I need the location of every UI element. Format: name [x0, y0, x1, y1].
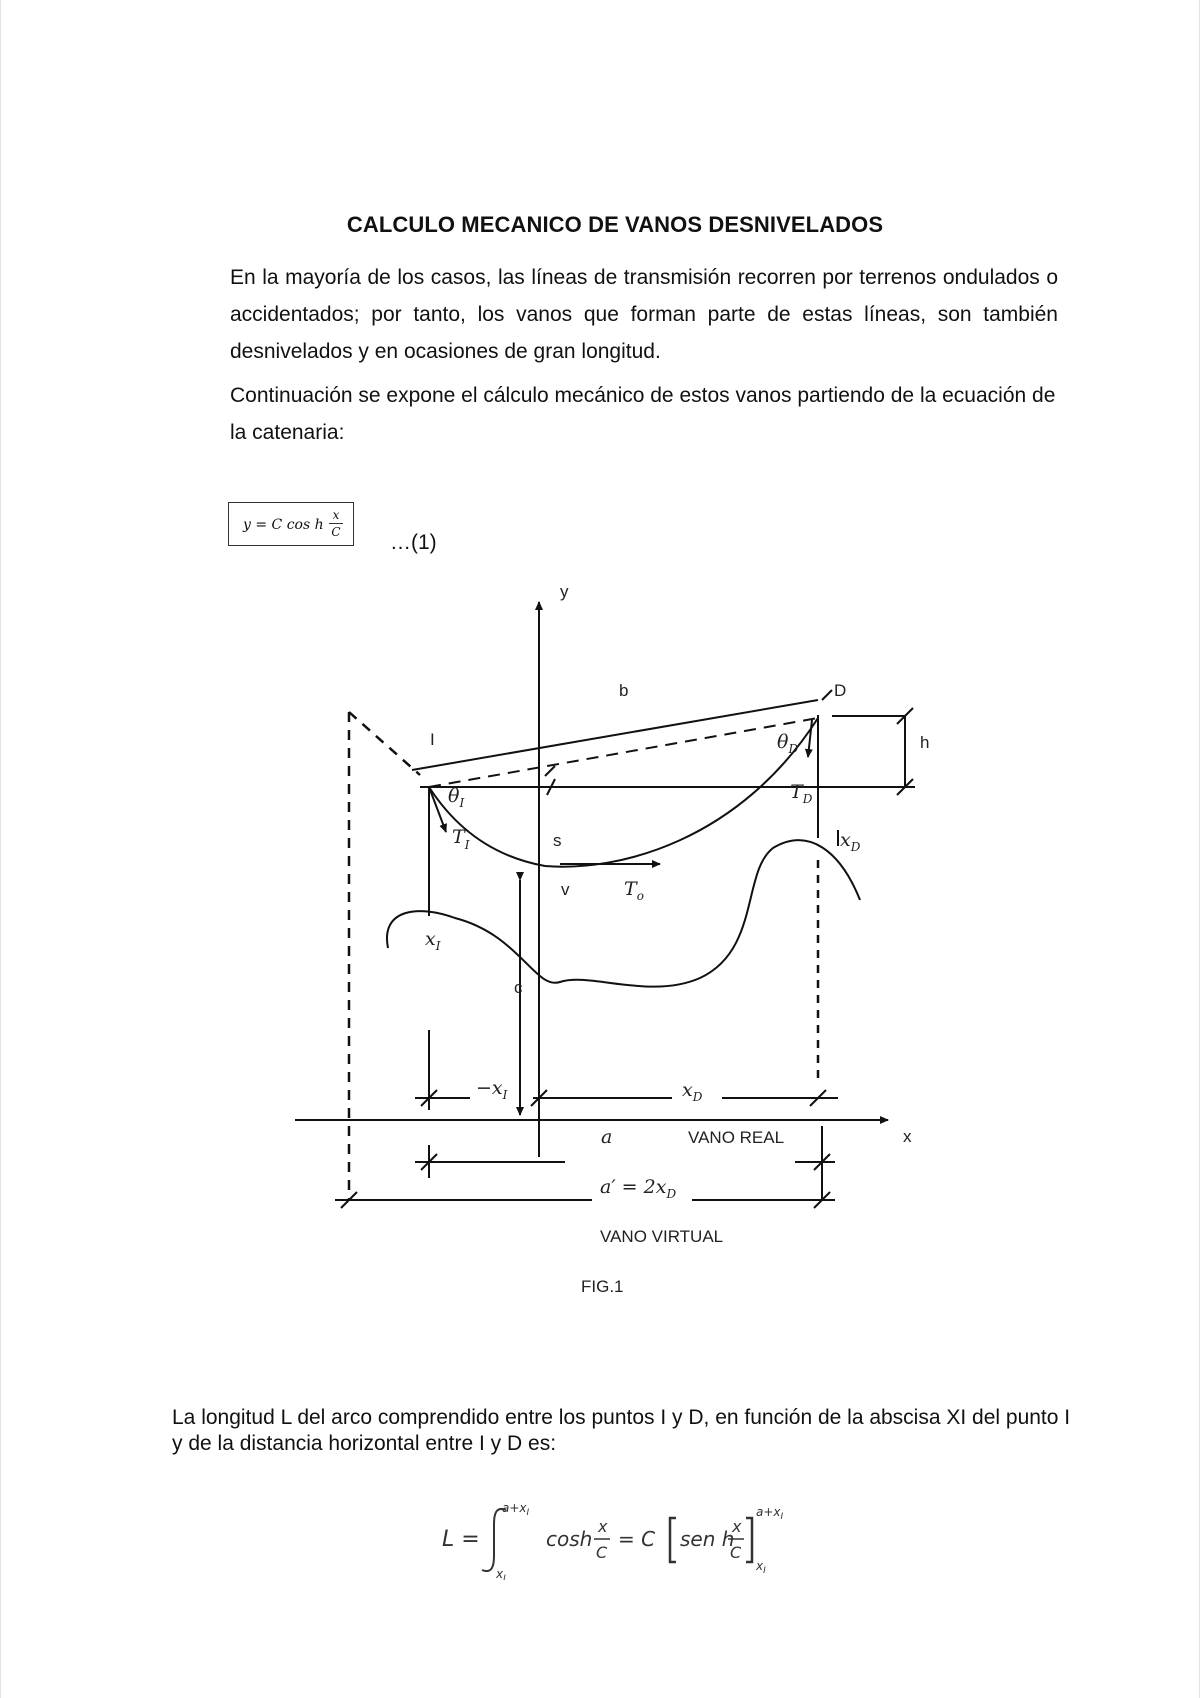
eq2-bracket-body: sen h: [680, 1527, 735, 1551]
label-TI-symbol: T: [452, 826, 465, 848]
arc-length-equation: [440, 1500, 800, 1580]
eq2-rhs-lower-sub: I: [763, 1566, 766, 1576]
label-TD-sub: D: [802, 792, 813, 806]
eq2-upper-limit: [502, 1501, 530, 1518]
label-To-symbol: T: [624, 878, 637, 900]
tension-TD-arrow: [808, 720, 812, 757]
label-v: v: [561, 880, 570, 899]
label-xD-right-symbol: x: [840, 829, 851, 851]
label-To: [624, 878, 644, 903]
eq2-integrand: cosh: [546, 1527, 593, 1551]
eq2-rhs-lower-text: x: [756, 1559, 764, 1573]
eq2-lhs: L =: [442, 1527, 480, 1552]
label-theta-D: [777, 731, 798, 756]
label-y: y: [560, 582, 569, 601]
document-title: CALCULO MECANICO DE VANOS DESNIVELADOS: [346, 212, 884, 237]
paragraph-continuation: Continuación se expone el cálculo mecánico de estos vanos partiendo de la ecuación de la catenaria:: [230, 384, 1056, 444]
label-vano-virtual: VANO VIRTUAL: [600, 1227, 724, 1246]
label-minus-xI-symbol: −x: [476, 1077, 503, 1099]
label-I: I: [430, 730, 435, 749]
eq2-rhs-upper-text: a+x: [756, 1505, 781, 1519]
tension-TI-arrow: [429, 787, 446, 832]
label-TI-sub: I: [464, 838, 470, 852]
eq2-equals: = C: [618, 1527, 656, 1551]
label-s: s: [553, 831, 562, 850]
virtual-catenary-dashed: [349, 712, 420, 775]
label-xD-right-sub: D: [850, 840, 861, 854]
label-theta-D-sub: D: [788, 742, 799, 756]
eq2-rhs-lower: [755, 1559, 766, 1576]
D-marker: [822, 690, 832, 700]
label-b: b: [619, 681, 629, 700]
eq2-rhs-upper-sub: I: [780, 1512, 784, 1522]
equation-number: …(1): [390, 531, 437, 554]
catenary-equation-numerator: x: [332, 508, 340, 522]
label-TD-symbol: T: [790, 781, 803, 803]
label-xD-sub: D: [692, 1090, 703, 1104]
label-xI-terrain: [425, 928, 441, 953]
eq2-lower-limit: [495, 1567, 506, 1580]
label-xD: [682, 1079, 703, 1104]
label-a: a: [601, 1126, 613, 1148]
eq2-bracket-frac-den: C: [730, 1543, 742, 1562]
eq2-upper-limit-text: a+x: [502, 1501, 527, 1515]
catenary-equation-lhs: y = C cos h: [243, 517, 324, 533]
dashed-tangent: [429, 718, 818, 787]
label-To-sub: o: [636, 889, 644, 903]
label-xI-terrain-symbol: x: [425, 928, 436, 950]
eq2-lower-limit-sub: I: [503, 1574, 506, 1580]
eq2-right-bracket: [746, 1518, 752, 1562]
tick-origin-chord: [545, 766, 555, 776]
eq2-bracket-frac-num: x: [732, 1517, 742, 1536]
eq2-frac-num: x: [598, 1517, 608, 1536]
label-theta-I-sub: I: [459, 796, 465, 810]
label-minus-xI: [476, 1077, 508, 1102]
eq2-lower-limit-text: x: [496, 1567, 504, 1580]
label-TD: [790, 781, 813, 806]
label-a-prime-text: a′ = 2x: [600, 1176, 667, 1198]
label-minus-xI-sub: I: [502, 1088, 508, 1102]
label-xD-symbol: x: [682, 1079, 693, 1101]
eq2-upper-limit-sub: I: [526, 1508, 530, 1518]
label-xD-right: [840, 829, 861, 854]
paragraph-intro: En la mayoría de los casos, las líneas de transmisión recorren por terrenos ondulados o accidentados; por tanto, los vanos que forman parte de estas líneas, son también desnivelados y en ocasiones de gran longitud.: [230, 266, 1058, 363]
label-a-prime-sub: D: [666, 1187, 677, 1201]
paragraph-arc-length: La longitud L del arco comprendido entre los puntos I y D, en función de la abscisa XI del punto I y de la distancia horizontal entre I y D es:: [172, 1406, 1071, 1455]
label-c: c: [514, 978, 523, 997]
terrain-profile: [387, 840, 860, 986]
label-vano-real: VANO REAL: [688, 1128, 785, 1147]
figure-caption: FIG.1: [581, 1277, 624, 1296]
eq2-rhs-upper: [756, 1505, 784, 1522]
eq2-frac-den: C: [596, 1543, 608, 1562]
label-h: h: [920, 733, 930, 752]
label-theta-D-symbol: θ: [777, 731, 789, 753]
label-x: x: [903, 1127, 912, 1146]
catenary-curve: [429, 718, 818, 867]
catenary-equation-denominator: C: [331, 525, 341, 539]
label-theta-I: [448, 785, 464, 810]
eq2-left-bracket: [670, 1518, 676, 1562]
label-a-prime: [600, 1176, 676, 1201]
label-theta-I-symbol: θ: [448, 785, 460, 807]
integral-sign: [482, 1509, 506, 1571]
chord-b: [412, 700, 818, 770]
label-xI-terrain-sub: I: [435, 939, 441, 953]
label-D: D: [834, 681, 847, 700]
